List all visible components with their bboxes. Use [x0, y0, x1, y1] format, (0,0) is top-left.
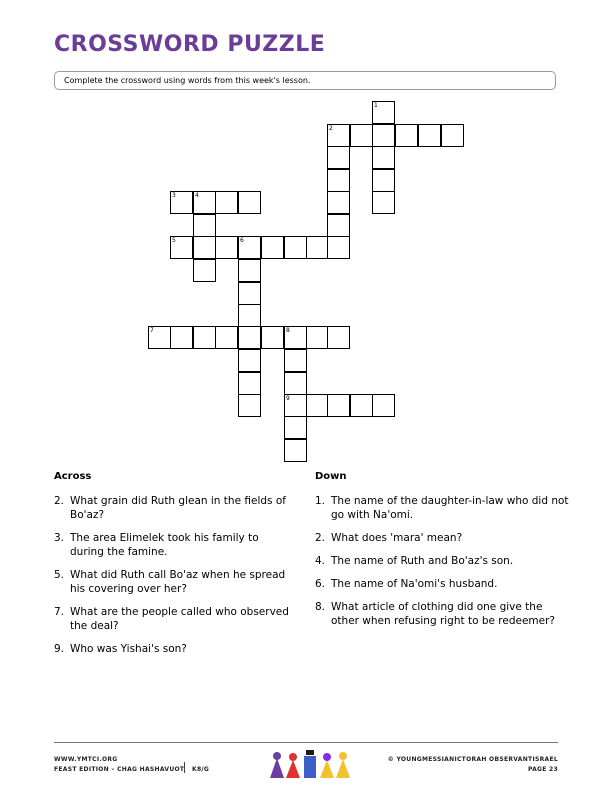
crossword-cell[interactable] — [372, 101, 395, 124]
clue-num: 8. — [315, 601, 326, 613]
clue-item — [54, 605, 294, 633]
footer-divider — [54, 742, 558, 743]
crossword-cell[interactable] — [327, 146, 350, 169]
crossword-cell[interactable] — [306, 236, 329, 259]
clue-item — [315, 577, 573, 591]
crossword-cell[interactable] — [238, 372, 261, 395]
crossword-cell[interactable] — [238, 259, 261, 282]
crossword-cell[interactable] — [395, 124, 418, 147]
crossword-cell[interactable] — [238, 282, 261, 305]
crossword-cell[interactable] — [284, 236, 307, 259]
crossword-cell[interactable] — [215, 191, 238, 214]
clue-number-5: 5 — [172, 237, 176, 244]
crossword-cell[interactable] — [372, 146, 395, 169]
clue-num: 6. — [315, 578, 326, 590]
logo-figure-5 — [336, 752, 350, 778]
down-heading: Down — [315, 471, 347, 482]
crossword-cell[interactable] — [284, 416, 307, 439]
clue-text: The name of Ruth and Bo'az's son. — [331, 555, 514, 567]
across-heading: Across — [54, 471, 92, 482]
crossword-cell[interactable] — [306, 394, 329, 417]
crossword-cell[interactable] — [284, 394, 307, 417]
crossword-cell[interactable] — [284, 349, 307, 372]
footer-edition: FEAST EDITION – CHAG HASHAVUOT — [54, 766, 185, 773]
clue-item — [315, 554, 573, 568]
crossword-cell[interactable] — [284, 372, 307, 395]
clue-item — [54, 568, 294, 596]
crossword-cell[interactable] — [193, 236, 216, 259]
crossword-cell[interactable] — [441, 124, 464, 147]
clue-text: The name of the daughter-in-law who did not go with Na'omi. — [331, 495, 569, 521]
logo-figure-1 — [270, 752, 284, 778]
clue-num: 2. — [54, 495, 65, 507]
clue-item — [54, 531, 294, 559]
clue-text: Who was Yishai's son? — [70, 643, 187, 655]
footer-separator — [184, 762, 185, 773]
crossword-cell[interactable] — [418, 124, 441, 147]
crossword-cell[interactable] — [327, 236, 350, 259]
crossword-cell[interactable] — [238, 304, 261, 327]
crossword-cell[interactable] — [327, 394, 350, 417]
crossword-cell[interactable] — [170, 326, 193, 349]
clue-num: 3. — [54, 532, 65, 544]
down-clues — [315, 471, 573, 637]
page-title: CROSSWORD PUZZLE — [54, 32, 326, 57]
crossword-cell[interactable] — [327, 214, 350, 237]
clue-text: What grain did Ruth glean in the fields of Bo'az? — [70, 495, 286, 521]
clue-item — [54, 642, 294, 656]
clue-text: What article of clothing did one give the other when refusing right to be redeemer? — [331, 601, 556, 627]
crossword-cell[interactable] — [215, 236, 238, 259]
clue-number-6: 6 — [240, 237, 244, 244]
crossword-cell[interactable] — [170, 191, 193, 214]
logo-figure-2 — [286, 753, 300, 778]
crossword-cell[interactable] — [327, 124, 350, 147]
crossword-cell[interactable] — [238, 326, 261, 349]
footer-copyright: © YOUNGMESSIANICTORAH OBSERVANTISRAEL — [387, 756, 558, 763]
crossword-cell[interactable] — [350, 394, 373, 417]
crossword-cell[interactable] — [193, 214, 216, 237]
crossword-cell[interactable] — [350, 124, 373, 147]
crossword-cell[interactable] — [306, 326, 329, 349]
clue-item — [315, 531, 573, 545]
clue-num: 5. — [54, 569, 65, 581]
clue-num: 7. — [54, 606, 65, 618]
crossword-cell[interactable] — [327, 326, 350, 349]
clue-number-3: 3 — [172, 192, 176, 199]
clue-text: What are the people called who observed the deal? — [70, 606, 289, 632]
crossword-cell[interactable] — [372, 191, 395, 214]
crossword-cell[interactable] — [284, 439, 307, 462]
crossword-cell[interactable] — [372, 169, 395, 192]
crossword-cell[interactable] — [327, 169, 350, 192]
clue-text: What does 'mara' mean? — [331, 532, 463, 544]
crossword-cell[interactable] — [238, 191, 261, 214]
clue-text: What did Ruth call Bo'az when he spread his covering over her? — [70, 569, 286, 595]
ymtoi-logo — [268, 748, 354, 780]
instructions-box: Complete the crossword using words from this week's lesson. — [54, 71, 556, 90]
clue-number-8: 8 — [286, 327, 290, 334]
crossword-cell[interactable] — [261, 326, 284, 349]
footer-page-number: PAGE 23 — [527, 766, 558, 773]
crossword-cell[interactable] — [372, 124, 395, 147]
clue-num: 2. — [315, 532, 326, 544]
clue-num: 9. — [54, 643, 65, 655]
clue-text: The area Elimelek took his family to during the famine. — [70, 532, 259, 558]
across-clues — [54, 471, 294, 665]
clue-number-2: 2 — [329, 125, 333, 132]
crossword-cell[interactable] — [327, 191, 350, 214]
crossword-cell[interactable] — [238, 236, 261, 259]
clue-item — [315, 600, 573, 628]
footer-website[interactable]: WWW.YMTCI.ORG — [54, 756, 118, 763]
logo-figure-4 — [320, 753, 334, 778]
logo-figure-3 — [304, 750, 316, 778]
crossword-cell[interactable] — [238, 349, 261, 372]
clue-text: The name of Na'omi's husband. — [331, 578, 498, 590]
clue-num: 4. — [315, 555, 326, 567]
crossword-cell[interactable] — [170, 236, 193, 259]
clue-item — [54, 494, 294, 522]
crossword-cell[interactable] — [284, 326, 307, 349]
clue-num: 1. — [315, 495, 326, 507]
crossword-cell[interactable] — [238, 394, 261, 417]
footer-grade: K8/G — [192, 766, 210, 773]
clue-number-1: 1 — [374, 102, 378, 109]
crossword-cell[interactable] — [193, 191, 216, 214]
clue-number-4: 4 — [195, 192, 199, 199]
crossword-cell[interactable] — [215, 326, 238, 349]
crossword-cell[interactable] — [261, 236, 284, 259]
clue-number-7: 7 — [150, 327, 154, 334]
crossword-cell[interactable] — [193, 259, 216, 282]
clue-item — [315, 494, 573, 522]
crossword-cell[interactable] — [148, 326, 171, 349]
clue-number-9: 9 — [286, 395, 290, 402]
crossword-cell[interactable] — [193, 326, 216, 349]
crossword-cell[interactable] — [372, 394, 395, 417]
